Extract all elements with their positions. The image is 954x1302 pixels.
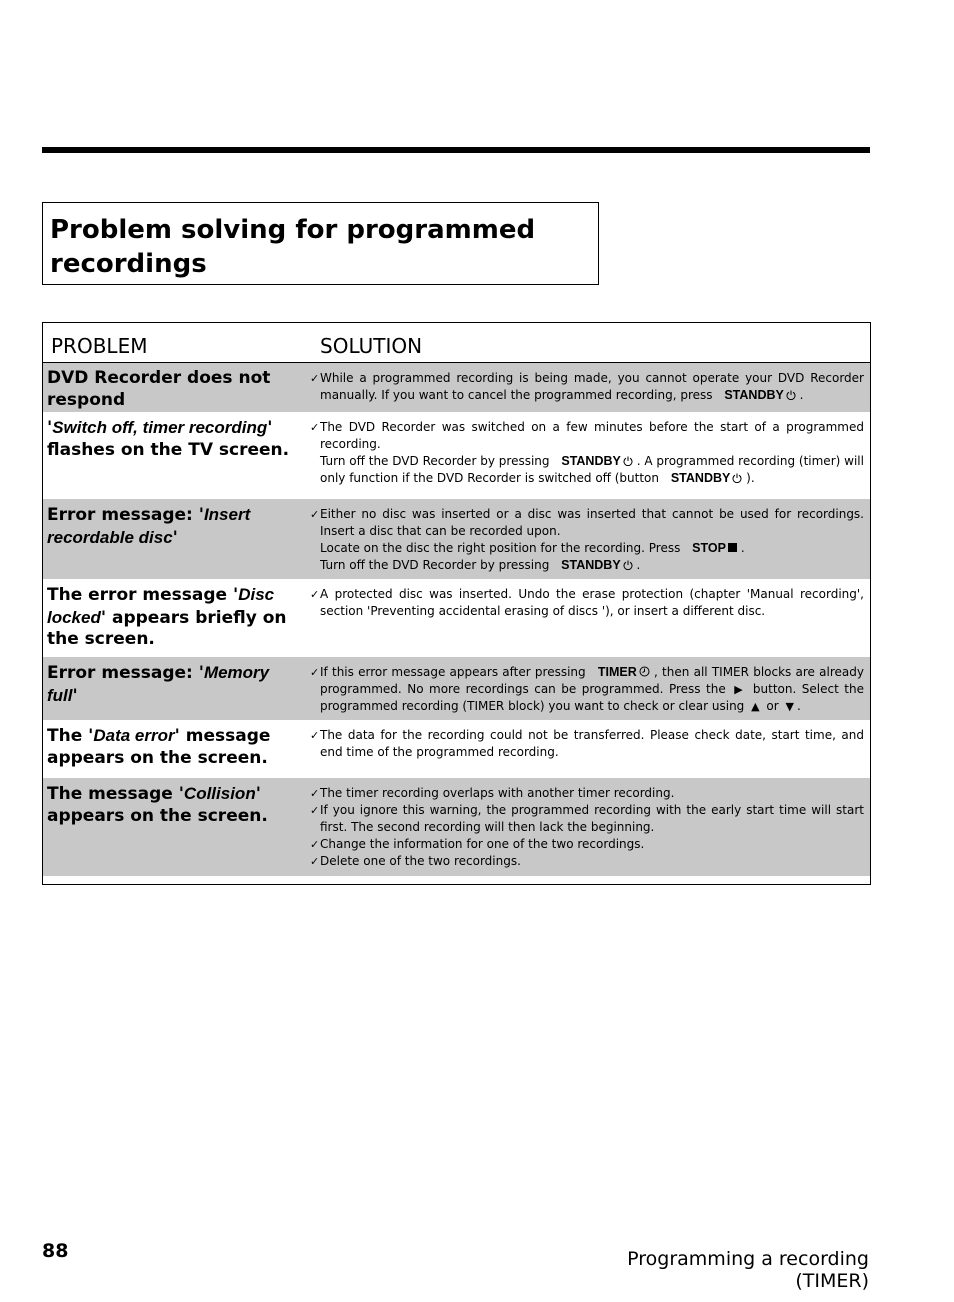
standby-key-label: STANDBY	[561, 454, 621, 468]
solution-item	[311, 419, 864, 453]
solution-text: ).	[746, 471, 755, 485]
solution-text: .	[740, 541, 745, 555]
solution-text: .	[799, 388, 804, 402]
solution-text: or	[766, 699, 779, 713]
solution-item	[311, 586, 864, 620]
solution-item	[311, 453, 864, 487]
solution-cell	[311, 586, 864, 620]
table-row	[43, 412, 870, 499]
problem-text: ' flashes on the TV screen.	[47, 418, 290, 460]
problem-text: The message '	[47, 784, 184, 804]
problem-text: '	[72, 685, 78, 706]
solution-item	[311, 836, 864, 853]
problem-cell	[47, 417, 297, 461]
problem-cell	[47, 662, 297, 707]
down-triangle-icon: ▼	[785, 700, 794, 713]
solution-text: Either no disc was inserted or a disc was inserted that cannot be used for recordings. Insert a disc that can be recorded upon.	[320, 507, 864, 538]
problem-text: Error message: '	[47, 505, 204, 525]
title-box	[42, 202, 599, 285]
solution-item	[311, 506, 864, 540]
solution-item	[311, 727, 864, 761]
solution-cell	[311, 727, 864, 761]
solution-text: Turn off the DVD Recorder by pressing	[320, 454, 550, 468]
play-right-icon: ▶	[734, 683, 745, 696]
solution-item	[311, 557, 864, 574]
stop-icon	[728, 543, 737, 552]
standby-icon	[623, 456, 633, 466]
problem-text: '	[172, 527, 178, 548]
standby-key-label: STANDBY	[670, 471, 731, 485]
table-row	[43, 579, 870, 657]
problem-text: Error message: '	[47, 663, 204, 683]
timer-clock-icon	[639, 666, 650, 677]
problem-italic: Switch off, timer recording	[52, 418, 268, 437]
solution-text: The DVD Recorder was switched on a few minutes before the start of a programmed recording.	[320, 420, 864, 451]
solution-item	[311, 785, 864, 802]
solution-text: The timer recording overlaps with another timer recording.	[320, 786, 675, 800]
table-header	[43, 323, 870, 363]
stop-key-label: STOP	[692, 541, 726, 555]
solution-text: , then all TIMER blocks are already programmed. No more recordings can be programmed. Press the	[320, 665, 864, 696]
solution-text: . A programmed recording (timer) will only function if the DVD Recorder is switched off (button	[320, 454, 864, 485]
top-rule	[42, 147, 870, 153]
standby-key-label: STANDBY	[724, 388, 784, 402]
solution-text: Turn off the DVD Recorder by pressing	[320, 558, 550, 572]
problem-text: The error message '	[47, 585, 239, 605]
problem-cell	[47, 504, 297, 549]
solution-item	[311, 664, 864, 715]
problem-text: ' appears on the screen.	[47, 784, 268, 826]
page-number: 88	[42, 1240, 69, 1262]
footer-section-title: Programming a recording (TIMER)	[627, 1248, 869, 1292]
problem-solution-table	[42, 322, 871, 885]
problem-italic: Memory full	[47, 663, 270, 705]
solution-text: If you ignore this warning, the programmed recording with the early start time will start first. The second recording will then lack the beginning.	[320, 803, 864, 834]
problem-italic: Insert recordable disc	[47, 505, 251, 547]
standby-key-label: STANDBY	[561, 558, 621, 572]
solution-item	[311, 540, 864, 557]
problem-text: ' message appears on the screen.	[47, 726, 271, 768]
problem-text: The '	[47, 726, 94, 746]
solution-text: A protected disc was inserted. Undo the erase protection (chapter 'Manual recording', section 'Preventing accidental erasing of discs '), or insert a different disc.	[320, 587, 864, 618]
solution-text: While a programmed recording is being made, you cannot operate your DVD Recorder manually. If you want to cancel the programmed recording, press	[320, 371, 864, 402]
table-row	[43, 778, 870, 876]
timer-key-label: TIMER	[597, 665, 637, 679]
solution-text: The data for the recording could not be transferred. Please check date, start time, and end time of the programmed recording.	[320, 728, 864, 759]
problem-text: '	[47, 418, 53, 438]
solution-text: .	[797, 699, 801, 713]
solution-cell	[311, 664, 864, 715]
header-solution: SOLUTION	[320, 334, 423, 358]
problem-italic: Collision	[183, 784, 256, 803]
problem-text: ' appears briefly on the screen.	[47, 607, 287, 649]
solution-cell	[311, 370, 864, 404]
solution-item	[311, 802, 864, 836]
problem-text: DVD Recorder does not respond	[47, 368, 271, 410]
problem-cell	[47, 584, 297, 651]
solution-text: If this error message appears after pressing	[320, 665, 586, 679]
problem-italic: Disc locked	[47, 585, 275, 627]
table-row	[43, 657, 870, 720]
standby-icon	[623, 560, 633, 570]
solution-text: button. Select the programmed recording (TIMER block) you want to check or clear using	[320, 682, 864, 713]
solution-text: Delete one of the two recordings.	[320, 854, 521, 868]
header-problem: PROBLEM	[51, 334, 148, 358]
table-row	[43, 499, 870, 579]
standby-icon	[732, 473, 742, 483]
solution-cell	[311, 785, 864, 870]
page-title: Problem solving for programmed recordings	[50, 215, 536, 279]
up-triangle-icon: ▲	[751, 700, 760, 713]
solution-cell	[311, 419, 864, 487]
solution-item	[311, 370, 864, 404]
problem-cell	[47, 783, 297, 827]
problem-cell	[47, 725, 297, 769]
solution-cell	[311, 506, 864, 574]
standby-icon	[786, 390, 796, 400]
solution-text: .	[636, 558, 641, 572]
problem-italic: Data error	[93, 726, 175, 745]
solution-text: Change the information for one of the two recordings.	[320, 837, 645, 851]
solution-text: Locate on the disc the right position for the recording. Press	[320, 541, 681, 555]
solution-item	[311, 853, 864, 870]
table-row	[43, 720, 870, 778]
problem-cell	[47, 368, 297, 411]
table-row	[43, 363, 870, 412]
